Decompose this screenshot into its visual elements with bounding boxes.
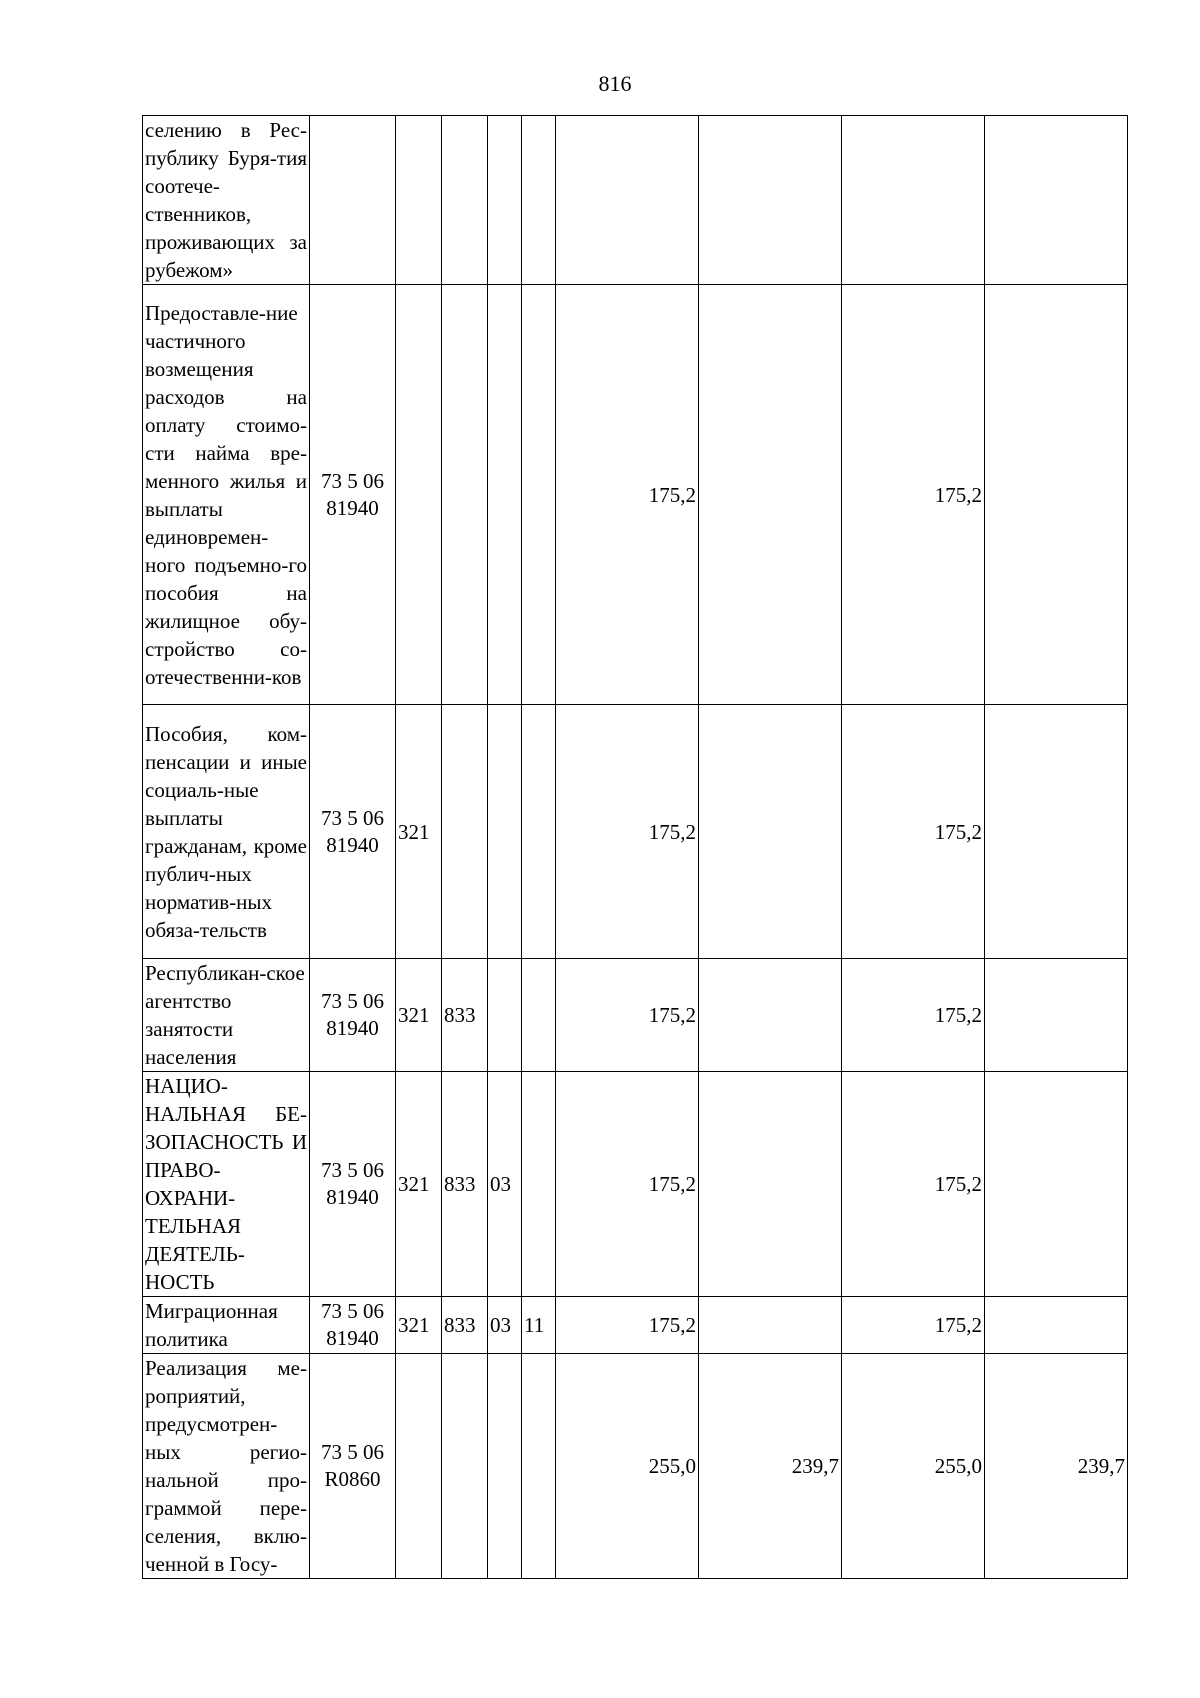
amount-1: 255,0 <box>556 1354 699 1579</box>
amount-4 <box>985 285 1128 705</box>
table-row <box>143 285 1128 705</box>
table-row <box>143 959 1128 1072</box>
target-article-code: 73 5 06 81940 <box>310 1072 396 1297</box>
row-name: Предоставле-ние частичного возмещения расходов на оплату стоимо-сти найма вре-менного жилья и выплаты единовремен-ного подъемно-го пособия на жилищное обу-стройство со-отечественни-ков <box>143 285 310 705</box>
amount-2 <box>699 1072 842 1297</box>
amount-4: 239,7 <box>985 1354 1128 1579</box>
section-code <box>488 705 522 959</box>
expense-type <box>396 285 442 705</box>
target-article-code: 73 5 06 81940 <box>310 1297 396 1354</box>
amount-1: 175,2 <box>556 705 699 959</box>
amount-4 <box>985 959 1128 1072</box>
expense-type <box>396 1354 442 1579</box>
section-code <box>488 285 522 705</box>
section-code: 03 <box>488 1297 522 1354</box>
subsection-code <box>522 1354 556 1579</box>
admin-code: 833 <box>442 1297 488 1354</box>
admin-code <box>442 705 488 959</box>
target-article-code <box>310 116 396 285</box>
section-code: 03 <box>488 1072 522 1297</box>
row-name: Миграционная политика <box>143 1297 310 1354</box>
subsection-code <box>522 1072 556 1297</box>
section-code <box>488 959 522 1072</box>
amount-2 <box>699 705 842 959</box>
amount-4 <box>985 1297 1128 1354</box>
amount-2: 239,7 <box>699 1354 842 1579</box>
expense-type: 321 <box>396 1297 442 1354</box>
section-code <box>488 116 522 285</box>
admin-code: 833 <box>442 1072 488 1297</box>
amount-1: 175,2 <box>556 285 699 705</box>
amount-3: 175,2 <box>842 959 985 1072</box>
row-name: Пособия, ком-пенсации и иные социаль-ные выплаты гражданам, кроме публич-ных норматив-ных обяза-тельств <box>143 705 310 959</box>
table-row <box>143 1072 1128 1297</box>
amount-3: 175,2 <box>842 285 985 705</box>
amount-2 <box>699 116 842 285</box>
amount-2 <box>699 285 842 705</box>
page-number: 816 <box>598 71 632 96</box>
table-row <box>143 1297 1128 1354</box>
amount-2 <box>699 959 842 1072</box>
row-name: Республикан-ское агентство занятости населения <box>143 959 310 1072</box>
amount-1: 175,2 <box>556 1072 699 1297</box>
admin-code <box>442 116 488 285</box>
expense-type <box>396 116 442 285</box>
subsection-code <box>522 116 556 285</box>
amount-3: 175,2 <box>842 705 985 959</box>
admin-code: 833 <box>442 959 488 1072</box>
amount-3: 175,2 <box>842 1072 985 1297</box>
amount-4 <box>985 705 1128 959</box>
section-code <box>488 1354 522 1579</box>
subsection-code <box>522 285 556 705</box>
admin-code <box>442 285 488 705</box>
expense-type: 321 <box>396 1072 442 1297</box>
subsection-code <box>522 959 556 1072</box>
target-article-code: 73 5 06 R0860 <box>310 1354 396 1579</box>
table-row <box>143 705 1128 959</box>
row-name: селению в Рес-публику Буря-тия соотече-ственников, проживающих за рубежом» <box>143 116 310 285</box>
amount-4 <box>985 116 1128 285</box>
amount-3 <box>842 116 985 285</box>
amount-1 <box>556 116 699 285</box>
expense-type: 321 <box>396 959 442 1072</box>
amount-1: 175,2 <box>556 1297 699 1354</box>
target-article-code: 73 5 06 81940 <box>310 705 396 959</box>
subsection-code: 11 <box>522 1297 556 1354</box>
subsection-code <box>522 705 556 959</box>
target-article-code: 73 5 06 81940 <box>310 285 396 705</box>
row-name: Реализация ме-роприятий, предусмотрен-ных регио-нальной про-граммой пере-селения, вклю-ченной в Госу- <box>143 1354 310 1579</box>
budget-table <box>142 115 1128 1579</box>
row-name: НАЦИО-НАЛЬНАЯ БЕ-ЗОПАСНОСТЬ И ПРАВО-ОХРАНИ-ТЕЛЬНАЯ ДЕЯТЕЛЬ-НОСТЬ <box>143 1072 310 1297</box>
target-article-code: 73 5 06 81940 <box>310 959 396 1072</box>
amount-4 <box>985 1072 1128 1297</box>
expense-type: 321 <box>396 705 442 959</box>
amount-3: 175,2 <box>842 1297 985 1354</box>
admin-code <box>442 1354 488 1579</box>
amount-1: 175,2 <box>556 959 699 1072</box>
table-row <box>143 1354 1128 1579</box>
amount-2 <box>699 1297 842 1354</box>
amount-3: 255,0 <box>842 1354 985 1579</box>
table-row <box>143 116 1128 285</box>
